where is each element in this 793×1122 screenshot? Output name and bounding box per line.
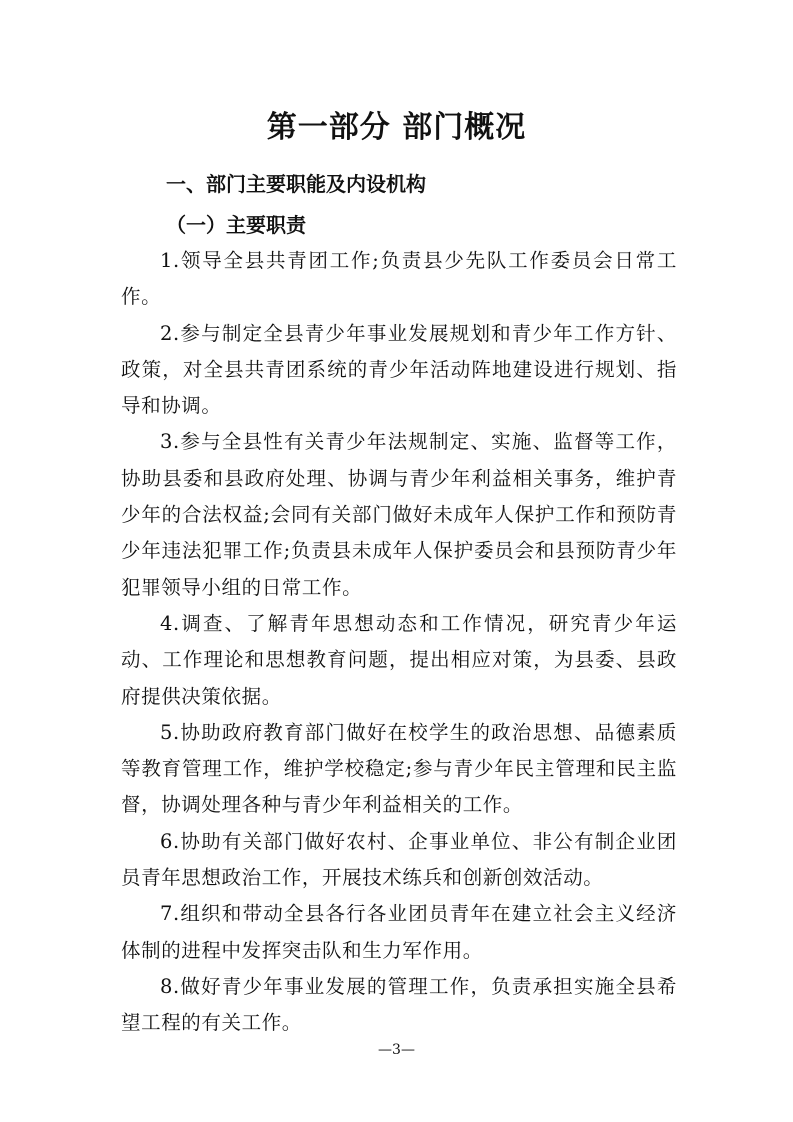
duty-paragraph-8: 8.做好青少年事业发展的管理工作，负责承担实施全县希望工程的有关工作。 [121, 974, 677, 1035]
duty-paragraph-3: 3.参与全县性有关青少年法规制定、实施、监督等工作，协助县委和县政府处理、协调与青少年利益相关事务，维护青少年的合法权益;会同有关部门做好未成年人保护工作和预防青少年违法犯罪工作;负责县未成年人保护委员会和县预防青少年犯罪领导小组的日常工作。 [121, 430, 677, 599]
duty-paragraph-6: 6.协助有关部门做好农村、企事业单位、非公有制企业团员青年思想政治工作，开展技术练兵和创新创效活动。 [121, 829, 677, 890]
duty-paragraph-7: 7.组织和带动全县各行各业团员青年在建立社会主义经济体制的进程中发挥突击队和生力军作用。 [121, 902, 677, 962]
duties-list [121, 243, 677, 1042]
page-number: —3— [378, 1042, 415, 1058]
duty-paragraph-5: 5.协助政府教育部门做好在校学生的政治思想、品德素质等教育管理工作，维护学校稳定;参与青少年民主管理和民主监督，协调处理各种与青少年利益相关的工作。 [121, 720, 677, 817]
page-title: 第一部分 部门概况 [266, 110, 527, 145]
duty-paragraph-2: 2.参与制定全县青少年事业发展规划和青少年工作方针、政策，对全县共青团系统的青少年活动阵地建设进行规划、指导和协调。 [121, 321, 677, 418]
subsection-heading: （一）主要职责 [166, 213, 306, 237]
duty-paragraph-4: 4.调查、了解青年思想动态和工作情况，研究青少年运动、工作理论和思想教育问题，提出相应对策，为县委、县政府提供决策依据。 [121, 611, 677, 708]
duty-paragraph-1: 1.领导全县共青团工作;负责县少先队工作委员会日常工作。 [121, 249, 677, 309]
section-heading: 一、部门主要职能及内设机构 [166, 172, 426, 196]
